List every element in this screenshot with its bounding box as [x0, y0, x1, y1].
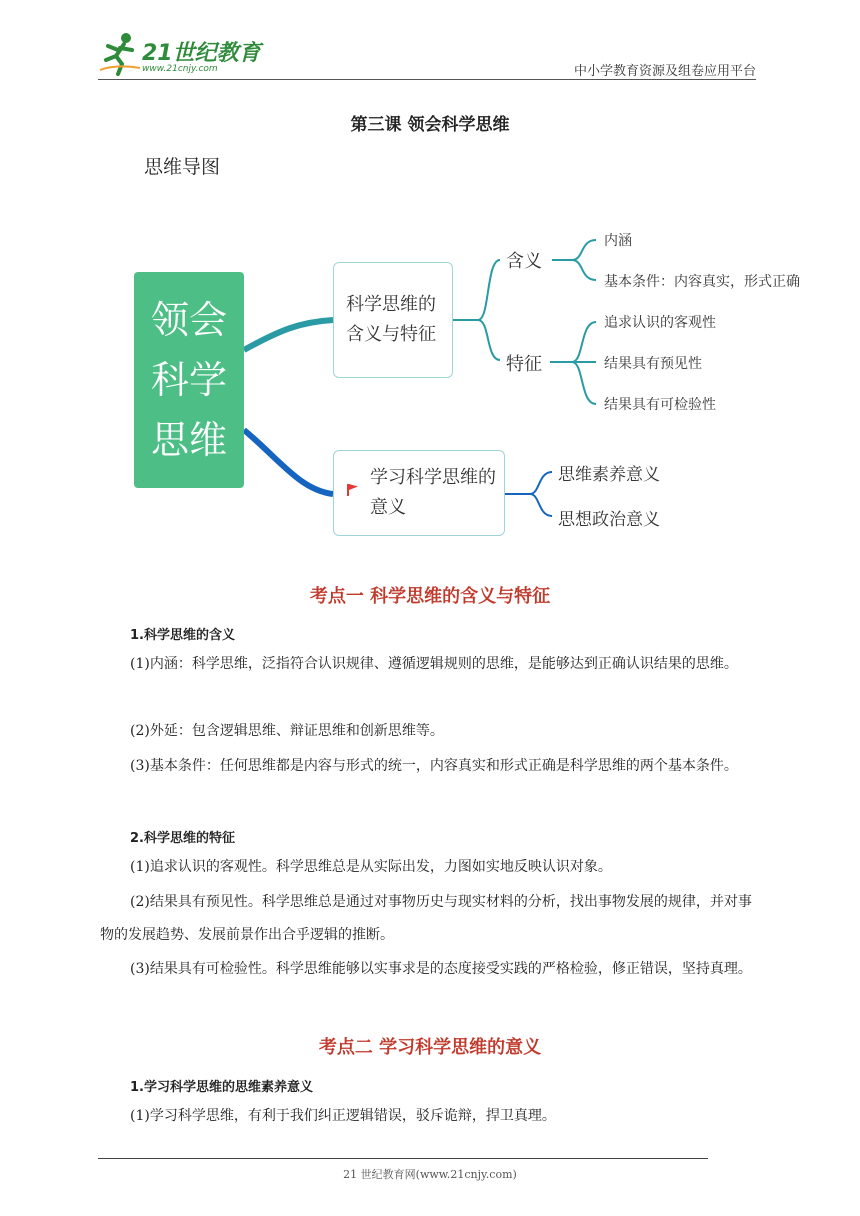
node-meaning: 含义 — [506, 251, 542, 272]
branch-1-label: 科学思维的含义与特征 — [346, 294, 436, 345]
mind-map — [0, 210, 860, 550]
mind-map-root — [134, 272, 244, 488]
point-1-title: 考点一 科学思维的含义与特征 — [309, 586, 551, 607]
leaf-verifiability: 结果具有可检验性 — [604, 397, 716, 413]
point-2-para-1: (1)学习科学思维，有利于我们纠正逻辑错误，驳斥诡辩，捍卫真理。 — [130, 1108, 556, 1124]
root-line-1: 领会 — [150, 298, 227, 342]
site-logo — [96, 30, 266, 80]
footer-divider — [98, 1158, 708, 1159]
branch-meaning-features — [333, 262, 453, 378]
point-2-sub-1: 1.学习科学思维的思维素养意义 — [130, 1080, 313, 1095]
leaf-basic-conditions: 基本条件：内容真实，形式正确 — [604, 274, 800, 290]
footer-text: 21 世纪教育网(www.21cnjy.com) — [343, 1168, 517, 1181]
leaf-objectivity: 追求认识的客观性 — [604, 315, 716, 331]
leaf-thinking-literacy: 思维素养意义 — [558, 465, 660, 485]
point-1-para-6: (3)结果具有可检验性。科学思维能够以实事求是的态度接受实践的严格检验，修正错误，坚持真理。 — [130, 961, 752, 977]
flag-icon — [346, 478, 360, 508]
point-1-para-1: (1)内涵：科学思维，泛指符合认识规律、遵循逻辑规则的思维，是能够达到正确认识结果的思维。 — [130, 656, 738, 672]
root-line-2: 科学 — [150, 358, 227, 402]
section-heading: 思维导图 — [144, 156, 221, 178]
logo-brand-text: 21世纪教育 — [142, 41, 261, 66]
point-1-para-4: (1)追求认识的客观性。科学思维总是从实际出发，力图如实地反映认识对象。 — [130, 859, 612, 875]
point-1-para-2: (2)外延：包含逻辑思维、辩证思维和创新思维等。 — [130, 723, 444, 739]
point-1-para-5: (2)结果具有预见性。科学思维总是通过对事物历史与现实材料的分析，找出事物发展的规律，并对事物的发展趋势、发展前景作出合乎逻辑的推断。 — [100, 894, 752, 943]
runner-icon — [96, 30, 142, 76]
header-divider — [98, 79, 756, 80]
point-1-sub-2: 2.科学思维的特征 — [130, 831, 235, 846]
root-line-3: 思维 — [150, 418, 227, 462]
point-1-para-3: (3)基本条件：任何思维都是内容与形式的统一，内容真实和形式正确是科学思维的两个基本条件。 — [130, 758, 738, 774]
leaf-connotation: 内涵 — [604, 233, 632, 249]
logo-url-text: www.21cnjy.com — [142, 64, 218, 74]
point-1-sub-1: 1.科学思维的含义 — [130, 628, 235, 643]
header-platform-text: 中小学教育资源及组卷应用平台 — [573, 64, 756, 79]
branch-2-label: 学习科学思维的意义 — [370, 467, 496, 518]
leaf-predictability: 结果具有预见性 — [604, 356, 702, 372]
node-features: 特征 — [506, 354, 542, 375]
page-title: 第三课 领会科学思维 — [350, 115, 510, 135]
leaf-political-significance: 思想政治意义 — [558, 510, 660, 530]
branch-significance — [333, 450, 505, 536]
point-2-title: 考点二 学习科学思维的意义 — [318, 1037, 542, 1058]
